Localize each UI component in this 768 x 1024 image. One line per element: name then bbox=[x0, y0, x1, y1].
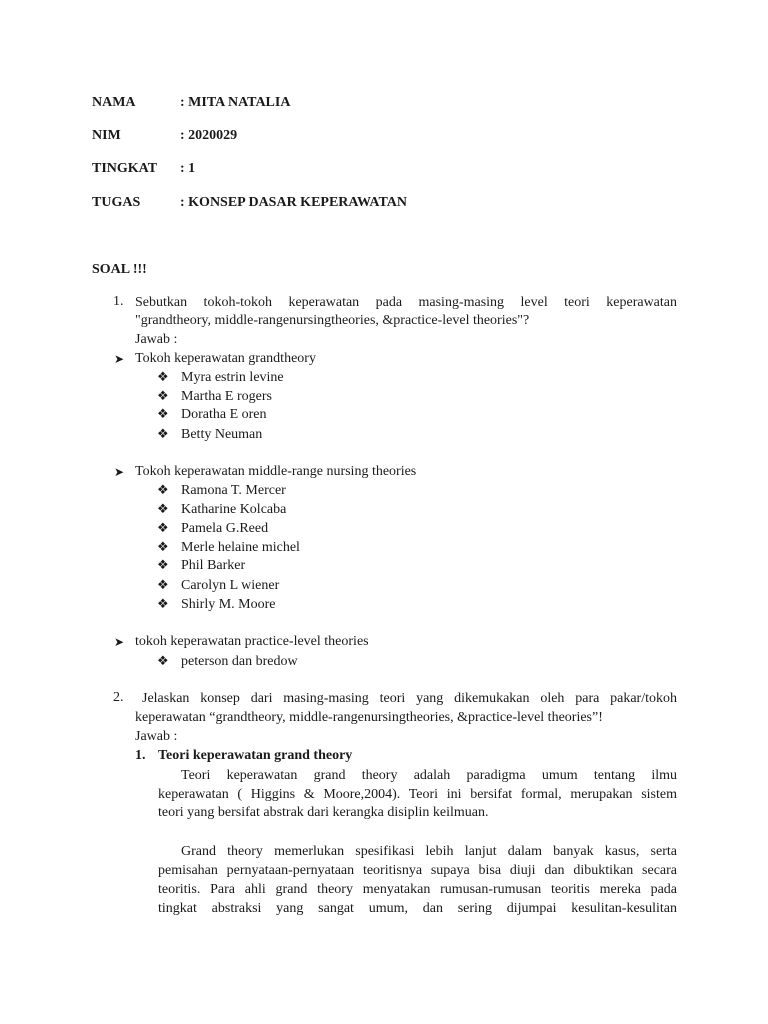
q2-line2: keperawatan “grandtheory, middle-rangenursingtheories, &practice-level theories”! bbox=[135, 710, 603, 725]
q2-number: 2. bbox=[113, 690, 124, 705]
list-item: Merle helaine michel bbox=[181, 540, 300, 555]
para1-line1: Teori keperawatan grand theory adalah paradigma umum tentang ilmu bbox=[181, 768, 677, 783]
group-title-middle-range: Tokoh keperawatan middle-range nursing theories bbox=[135, 464, 417, 479]
para2-line3: teoritis. Para ahli grand theory menyatakan rumusan-rumusan teoritis mereka pada bbox=[158, 882, 677, 897]
tingkat-label: TINGKAT bbox=[92, 161, 158, 176]
tingkat-value: : 1 bbox=[180, 161, 196, 176]
nama-label: NAMA bbox=[92, 95, 136, 110]
diamond-bullet-icon: ❖ bbox=[157, 370, 169, 385]
q2-line1: Jelaskan konsep dari masing-masing teori yang dikemukakan oleh para pakar/tokoh bbox=[142, 691, 677, 706]
q2-jawab: Jawab : bbox=[135, 729, 178, 744]
diamond-bullet-icon: ❖ bbox=[157, 558, 169, 573]
group-title-grandtheory: Tokoh keperawatan grandtheory bbox=[135, 351, 316, 366]
nim-value: : 2020029 bbox=[180, 128, 238, 143]
q1-line2: "grandtheory, middle-rangenursingtheories, &practice-level theories"? bbox=[135, 313, 530, 328]
list-item: Doratha E oren bbox=[181, 407, 267, 422]
diamond-bullet-icon: ❖ bbox=[157, 389, 169, 404]
list-item: Myra estrin levine bbox=[181, 370, 284, 385]
diamond-bullet-icon: ❖ bbox=[157, 578, 169, 593]
list-item: Katharine Kolcaba bbox=[181, 502, 287, 517]
tugas-value: : KONSEP DASAR KEPERAWATAN bbox=[180, 195, 408, 210]
list-item: Martha E rogers bbox=[181, 389, 272, 404]
nim-label: NIM bbox=[92, 128, 121, 143]
list-item: Shirly M. Moore bbox=[181, 597, 276, 612]
arrow-bullet-icon: ➤ bbox=[114, 465, 125, 479]
list-item: Pamela G.Reed bbox=[181, 521, 269, 536]
section-title: Teori keperawatan grand theory bbox=[158, 748, 353, 763]
diamond-bullet-icon: ❖ bbox=[157, 597, 169, 612]
list-item: Carolyn L wiener bbox=[181, 578, 280, 593]
arrow-bullet-icon: ➤ bbox=[114, 635, 125, 649]
diamond-bullet-icon: ❖ bbox=[157, 654, 169, 669]
para2-line2: pemisahan pernyataan-pernyataan teoritisnya supaya bisa diuji dan dibuktikan secara bbox=[158, 863, 677, 878]
para2-line4: tingkat abstraksi yang sangat umum, dan sering dijumpai kesulitan-kesulitan bbox=[158, 901, 677, 916]
arrow-bullet-icon: ➤ bbox=[114, 352, 125, 366]
tugas-label: TUGAS bbox=[92, 195, 141, 210]
q1-jawab: Jawab : bbox=[135, 332, 178, 347]
diamond-bullet-icon: ❖ bbox=[157, 483, 169, 498]
list-item: peterson dan bredow bbox=[181, 654, 298, 669]
list-item: Phil Barker bbox=[181, 558, 246, 573]
para1-line3: teori yang bersifat abstrak dari kerangka disiplin keilmuan. bbox=[158, 805, 489, 820]
group-title-practice-level: tokoh keperawatan practice-level theories bbox=[135, 634, 369, 649]
section-number: 1. bbox=[135, 748, 146, 763]
para2-line1: Grand theory memerlukan spesifikasi lebih lanjut dalam banyak kasus, serta bbox=[181, 844, 677, 859]
diamond-bullet-icon: ❖ bbox=[157, 427, 169, 442]
diamond-bullet-icon: ❖ bbox=[157, 521, 169, 536]
soal-heading: SOAL !!! bbox=[92, 262, 147, 277]
diamond-bullet-icon: ❖ bbox=[157, 502, 169, 517]
para1-line2: keperawatan ( Higgins & Moore,2004). Teori ini bersifat formal, merupakan sistem bbox=[158, 787, 677, 802]
list-item: Ramona T. Mercer bbox=[181, 483, 286, 498]
nama-value: : MITA NATALIA bbox=[180, 95, 291, 110]
diamond-bullet-icon: ❖ bbox=[157, 540, 169, 555]
diamond-bullet-icon: ❖ bbox=[157, 407, 169, 422]
q1-line1: Sebutkan tokoh-tokoh keperawatan pada masing-masing level teori keperawatan bbox=[135, 295, 677, 310]
list-item: Betty Neuman bbox=[181, 427, 263, 442]
q1-number: 1. bbox=[113, 294, 124, 309]
